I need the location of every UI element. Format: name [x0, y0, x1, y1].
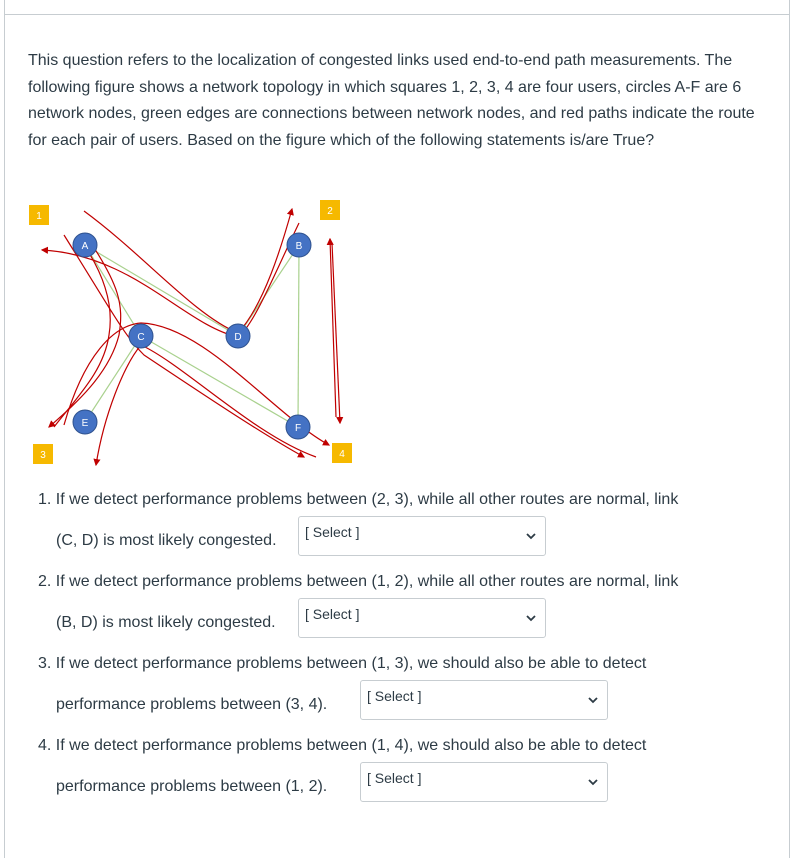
statement-1-continued: (C, D) is most likely congested.: [56, 532, 277, 549]
node-a: [73, 233, 97, 257]
network-topology-figure: [24, 195, 364, 475]
edge-a-c: [85, 245, 141, 336]
statement-2-continued: (B, D) is most likely congested.: [56, 614, 276, 631]
svg-text:3: 3: [40, 450, 46, 461]
svg-text:4: 4: [339, 449, 345, 460]
chevron-down-icon: [525, 612, 537, 624]
statement-4-continued: performance problems between (1, 2).: [56, 778, 328, 795]
statement-text: If we detect performance problems between (1, 4), we should also be able to detect: [55, 737, 647, 754]
chevron-down-icon: [587, 694, 599, 706]
statement-2: [38, 572, 678, 592]
statement-number: 4.: [38, 737, 52, 754]
svg-text:A: A: [81, 241, 89, 252]
statement-1: [38, 490, 678, 510]
chevron-down-icon: [587, 776, 599, 788]
statement-text: If we detect performance problems between (1, 2), while all other routes are normal, link: [55, 573, 679, 590]
answer-select-4[interactable]: [ Select ]: [360, 762, 608, 802]
question-text: This question refers to the localization of congested links used end-to-end path measurements. The following figure shows a network topology in which squares 1, 2, 3, 4 are four users, circles A-F are 6 network nodes, green edges are connections between network nodes, and red paths indicate the route for each pair of users. Based on the figure which of the following statements is/are True?: [28, 52, 755, 149]
user-1: [29, 205, 49, 225]
svg-text:E: E: [81, 418, 89, 429]
statement-4: [38, 736, 646, 756]
statement-number: 2.: [38, 573, 52, 590]
user-2: [320, 200, 340, 220]
statement-number: 3.: [38, 655, 52, 672]
answer-select-3[interactable]: [ Select ]: [360, 680, 608, 720]
svg-text:2: 2: [327, 206, 333, 217]
chevron-down-icon: [525, 530, 537, 542]
statement-text: If we detect performance problems between (1, 3), we should also be able to detect: [55, 655, 647, 672]
answer-select-2[interactable]: [ Select ]: [298, 598, 546, 638]
user-4: [332, 443, 352, 463]
node-d: [226, 324, 250, 348]
statement-3-continued: performance problems between (3, 4).: [56, 696, 328, 713]
edge-a-d: [85, 245, 238, 336]
top-border: [4, 0, 790, 14]
svg-text:D: D: [234, 332, 242, 343]
svg-text:C: C: [137, 332, 145, 343]
edge-c-f: [141, 336, 298, 427]
route-1-2: [81, 209, 292, 333]
svg-text:B: B: [295, 241, 303, 252]
statement-text: If we detect performance problems between (2, 3), while all other routes are normal, link: [55, 491, 679, 508]
statement-3: [38, 654, 646, 674]
node-c: [129, 324, 153, 348]
edge-c-e: [85, 336, 141, 422]
node-b: [287, 233, 311, 257]
route-4-3: [96, 345, 316, 465]
svg-text:1: 1: [36, 211, 42, 222]
edge-b-f: [298, 245, 299, 427]
statement-number: 1.: [38, 491, 52, 508]
node-f: [286, 415, 310, 439]
user-3: [33, 444, 53, 464]
node-e: [73, 410, 97, 434]
answer-select-1[interactable]: [ Select ]: [298, 516, 546, 556]
svg-text:F: F: [294, 423, 302, 434]
